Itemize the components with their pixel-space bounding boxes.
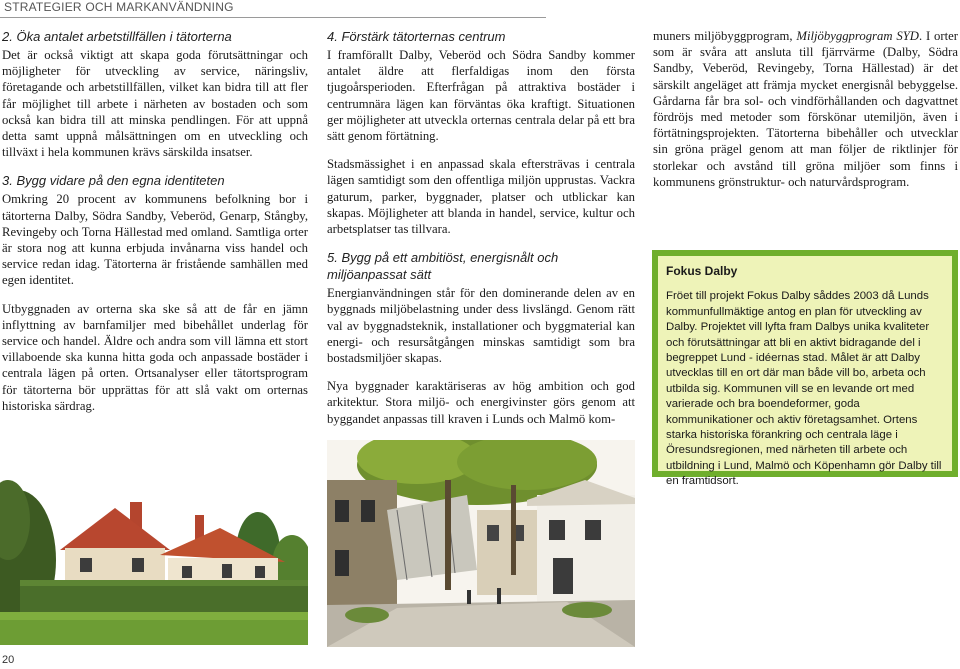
- column-2: [327, 28, 635, 439]
- fokus-dalby-inner: [658, 256, 952, 488]
- text-run: . I orter som är svåra att ansluta till fjärrvärme (Dalby, Södra Sandby, Veberöd, Revingeby, Torna Hällestad) är det särskilt angeläget att främja mycket energisnål bebyggelse. Gårdarna får bra sol- och vindförhållanden och dagvattnet fördröjs med metoder som förskönar utemiljön, även i förtätningsprojekten. Tätorterna bibehåller och utvecklar sin gröna prägel genom att man följer de riktlinjer för storlekar och avstånd till gröna miljöer som finns i kommunens grönstruktur- och naturvårdsprogram.: [653, 29, 959, 189]
- paragraph: Utbyggnaden av orterna ska ske så att de får en jämn inflyttning av barnfamiljer med bibehållet underlag för service och handel. Äldre och andra som vill lämna ett stort villaboende ska kunna hitta goda och anpassade bostäder i centrala lägen på orten. Ortsanalyser eller tätortsprogram för tätorterna bör upprättas för att slå vakt om orternas historiska särdrag.: [2, 301, 308, 413]
- paragraph: Nya byggnader karaktäriseras av hög ambition och god arkitektur. Stora miljö- och energivinster görs genom att byggandet anpassas till kraven i Lunds och Malmö kom-: [327, 379, 635, 426]
- column-1: [2, 28, 308, 426]
- section-header: STRATEGIER OCH MARKANVÄNDNING: [4, 0, 234, 14]
- paragraph: Omkring 20 procent av kommunens befolkning bor i tätorterna Dalby, Södra Sandby, Veberöd, Genarp, Stångby, Revingeby och Torna Hällestad med omland. Samtliga orter är stora nog att kunna erbjuda invånarna viss handel och service redan idag. Tätorterna är fristående samhällen med egen identitet.: [2, 192, 308, 288]
- paragraph: [653, 28, 958, 190]
- text-run: muners miljöbyggprogram,: [653, 29, 797, 43]
- column-3: [653, 28, 958, 202]
- houses-photo: [0, 440, 308, 645]
- heading-section-3: 3. Bygg vidare på den egna identiteten: [2, 173, 225, 189]
- heading-section-5: 5. Bygg på ett ambitiöst, energisnålt och miljöanpassat sätt: [327, 250, 559, 283]
- heading-section-4: 4. Förstärk tätorternas centrum: [327, 29, 506, 44]
- program-name-italic: Miljöbyggprogram SYD: [796, 29, 919, 43]
- heading-section-2: 2. Öka antalet arbetstillfällen i tätorterna: [2, 29, 232, 44]
- paragraph: Energianvändningen står för den dominerande delen av en byggnads miljöbelastning under dess livslängd. Genom rätt val av byggnadsteknik, installationer och byggmaterial kan energi- och resursåtgången minskas samtidigt som bra bostadsmiljöer skapas.: [327, 286, 635, 366]
- houses-photo-illustration: [0, 440, 308, 645]
- paragraph: Det är också viktigt att skapa goda förutsättningar och möjligheter för utveckling av service, näringsliv, företagande och arbetstillfällen, vilket kan bidra till att fler får möjlighet till arbete i närheten av bostaden och som också kan bidra till att minska pendlingen. För att uppnå detta samt uppnå målsättningen om en utveckling och tillväxt i hela kommunen krävs särskilda insatser.: [2, 48, 308, 160]
- town-square-photo: [327, 440, 635, 647]
- fokus-dalby-box: [652, 250, 958, 488]
- page-number: 20: [2, 654, 15, 666]
- fokus-dalby-title: Fokus Dalby: [666, 264, 738, 278]
- header-rule: [0, 17, 546, 18]
- paragraph: Stadsmässighet i en anpassad skala eftersträvas i centrala lägen samtidigt som den offentliga miljön upprustas. Vackra gaturum, parker, byggnader, platser och utblickar kan skapas. Möjligheter att blanda in handel, service, kultur och arbetsplatser tas tillvara.: [327, 157, 635, 237]
- town-square-photo-illustration: [327, 440, 635, 647]
- fokus-dalby-text: Fröet till projekt Fokus Dalby såddes 2003 då Lunds kommunfullmäktige antog en plan för utveckling av Dalby. Projektet vill lyfta fram Dalbys unika kvaliteter och förutsättningar att bli en aktivt bidragande del i begreppet Lund - idéernas stad. Målet är att Dalby utvecklas till en ort där man både vill bo, arbeta och utbilda sig. Kommunen vill se en levande ort med varierade och bra boendeformer, goda kommunikationer och aktiv företagsamhet. Ortens starka historiska förankring och centrala läge i Öresundsregionen, med närheten till arbete och utbildning i Lund, Malmö och Köpenhamn gör Dalby till en framtidsort.: [666, 290, 942, 488]
- paragraph: I framförallt Dalby, Veberöd och Södra Sandby kommer antalet äldre att flerfaldigas inom den första tjugoårsperioden. Efterfrågan på attraktiva bostäder i centrumnära lägen kan förväntas öka kraftigt. Situationen ger möjligheter att utveckla orternas centrala delar på ett bra sätt genom förtätning.: [327, 48, 635, 144]
